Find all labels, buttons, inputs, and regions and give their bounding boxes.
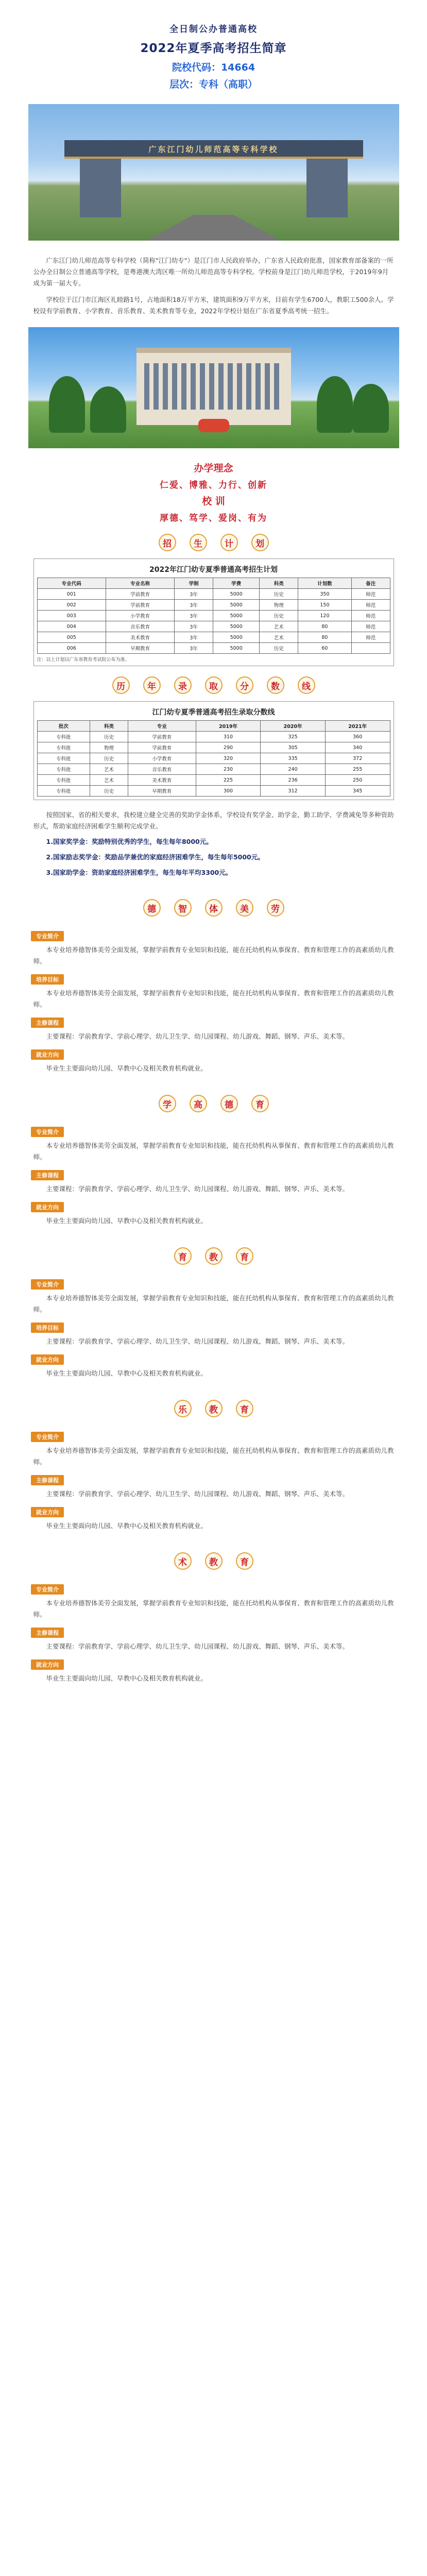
tag-career: 就业方向 (31, 1507, 64, 1517)
table-cell: 150 (298, 600, 351, 611)
section-char: 年 (143, 676, 161, 694)
table-cell: 335 (261, 753, 326, 764)
table-header-cell: 专业代码 (37, 578, 106, 589)
section-char: 分 (236, 676, 253, 694)
score-table (37, 720, 390, 796)
major-text: 毕业生主要面向幼儿园、早教中心及相关教育机构就业。 (46, 1674, 208, 1682)
section-char: 育 (174, 1247, 192, 1265)
table-cell: 早期教育 (128, 786, 196, 796)
table-cell: 历史 (90, 732, 128, 742)
table-header-cell: 专业 (128, 721, 196, 732)
section-char: 招 (159, 534, 176, 551)
motto-title: 办学理念 (194, 463, 233, 474)
score-table-caption: 江门幼专夏季普通高考招生录取分数线 (152, 708, 275, 717)
gate-pillar-right (306, 159, 348, 217)
header (0, 0, 427, 91)
table-cell: 专科批 (37, 753, 90, 764)
section-char: 美 (236, 899, 253, 917)
table-cell: 师范 (351, 600, 390, 611)
table-cell: 001 (37, 589, 106, 600)
section-title-plan (0, 534, 427, 551)
tag-intro: 专业简介 (31, 1432, 64, 1442)
major-text: 主要课程：学前教育学、学前心理学、幼儿卫生学、幼儿园课程、幼儿游戏、舞蹈、钢琴、声乐、美术等。 (46, 1032, 349, 1040)
table-cell: 3年 (175, 632, 213, 643)
tag-target: 培养目标 (31, 1323, 64, 1333)
table-cell: 美术教育 (128, 775, 196, 786)
aid-item: 2.国家励志奖学金：奖励品学兼优的家庭经济困难学生，每生每年5000元。 (46, 853, 264, 861)
score-row (37, 775, 390, 786)
table-cell: 372 (325, 753, 390, 764)
plan-table-box (33, 558, 394, 666)
motto (0, 461, 427, 523)
table-cell: 物理 (90, 742, 128, 753)
header-level: 层次：专科（高职） (169, 79, 258, 90)
section-char: 划 (251, 534, 269, 551)
table-cell: 师范 (351, 621, 390, 632)
tag-courses: 主修课程 (31, 1475, 64, 1485)
major-text: 本专业培养德智体美劳全面发展，掌握学前教育专业知识和技能，能在托幼机构从事保育、教育和管理工作的高素质幼儿教师。 (33, 1447, 394, 1466)
table-cell: 小学教育 (128, 753, 196, 764)
plan-note: 注：以上计划以广东省教育考试院公布为准。 (37, 657, 130, 663)
major-text: 主要课程：学前教育学、学前心理学、幼儿卫生学、幼儿园课程、幼儿游戏、舞蹈、钢琴、声乐、美术等。 (46, 1490, 349, 1498)
table-header-cell: 2019年 (196, 721, 261, 732)
major-block (0, 1272, 427, 1379)
major-text: 主要课程：学前教育学、学前心理学、幼儿卫生学、幼儿园课程、幼儿游戏、舞蹈、钢琴、声乐、美术等。 (46, 1185, 349, 1193)
tag-target: 培养目标 (31, 974, 64, 985)
table-cell: 5000 (213, 621, 260, 632)
major-text: 毕业生主要面向幼儿园、早教中心及相关教育机构就业。 (46, 1369, 208, 1377)
section-char: 育 (236, 1400, 253, 1417)
plan-row (37, 621, 390, 632)
major-block (0, 924, 427, 1074)
table-cell: 345 (325, 786, 390, 796)
major-text: 毕业生主要面向幼儿园、早教中心及相关教育机构就业。 (46, 1522, 208, 1530)
table-header-cell: 学制 (175, 578, 213, 589)
tag-career: 就业方向 (31, 1354, 64, 1365)
table-cell: 历史 (90, 786, 128, 796)
table-cell: 250 (325, 775, 390, 786)
tag-career: 就业方向 (31, 1659, 64, 1670)
section-char: 生 (190, 534, 207, 551)
major-block (0, 1120, 427, 1227)
table-cell: 艺术 (260, 632, 298, 643)
table-cell: 历史 (90, 753, 128, 764)
table-cell: 340 (325, 742, 390, 753)
table-cell: 专科批 (37, 775, 90, 786)
section-title-4 (0, 1095, 427, 1112)
section-title-majors (0, 899, 427, 917)
table-cell: 学前教育 (128, 742, 196, 753)
major-block (0, 1577, 427, 1684)
aid-item: 1.国家奖学金：奖励特别优秀的学生，每生每年8000元。 (46, 838, 213, 845)
plan-table-caption: 2022年江门幼专夏季普通高考招生计划 (149, 566, 278, 574)
section-char: 取 (205, 676, 223, 694)
table-cell: 艺术 (260, 621, 298, 632)
tree (317, 376, 353, 433)
intro-paragraph: 学校位于江门市江海区礼睦路1号，占地面积18万平方米，建筑面积9万平方米，目前有学生6700人，教职工500余人。学校设有学前教育、小学教育、音乐教育、美术教育等专业，2022年学校计划在广东省夏季高考统一招生。 (33, 296, 394, 315)
plan-row (37, 600, 390, 611)
section-title-6 (0, 1400, 427, 1417)
table-cell: 艺术 (90, 764, 128, 775)
building-windows (144, 363, 283, 410)
major-text: 本专业培养德智体美劳全面发展，掌握学前教育专业知识和技能，能在托幼机构从事保育、教育和管理工作的高素质幼儿教师。 (33, 1294, 394, 1313)
section-char: 术 (174, 1552, 192, 1570)
table-cell: 师范 (351, 589, 390, 600)
aid-paragraph: 按照国家、省的相关要求，我校建立健全完善的奖助学金体系，学校设有奖学金、助学金、勤工助学、学费减免等多种资助形式，帮助家庭经济困难学生顺利完成学业。 (33, 811, 394, 830)
header-code: 院校代码：14664 (172, 62, 255, 73)
table-cell: 艺术 (90, 775, 128, 786)
tag-courses: 主修课程 (31, 1170, 64, 1180)
section-char: 线 (298, 676, 315, 694)
table-cell: 80 (298, 621, 351, 632)
section-char: 学 (159, 1095, 176, 1112)
table-cell: 专科批 (37, 732, 90, 742)
table-cell: 005 (37, 632, 106, 643)
intro (33, 255, 394, 317)
section-char: 教 (205, 1400, 223, 1417)
tree (90, 386, 126, 433)
table-cell: 5000 (213, 589, 260, 600)
header-line-1: 全日制公办普通高校 (169, 24, 258, 35)
table-cell: 学前教育 (106, 589, 174, 600)
table-cell: 师范 (351, 632, 390, 643)
score-row (37, 732, 390, 742)
score-row (37, 764, 390, 775)
section-title-7 (0, 1552, 427, 1570)
table-cell: 240 (261, 764, 326, 775)
table-cell: 专科批 (37, 786, 90, 796)
campus-gate-photo (28, 104, 399, 241)
table-cell: 音乐教育 (106, 621, 174, 632)
table-cell: 3年 (175, 611, 213, 621)
plan-table (37, 578, 390, 654)
major-text: 主要课程：学前教育学、学前心理学、幼儿卫生学、幼儿园课程、幼儿游戏、舞蹈、钢琴、声乐、美术等。 (46, 1642, 349, 1650)
table-cell: 310 (196, 732, 261, 742)
table-header-cell: 科类 (260, 578, 298, 589)
table-cell: 5000 (213, 632, 260, 643)
aid-item: 3.国家助学金：资助家庭经济困难学生，每生每年平均3300元。 (46, 869, 232, 876)
table-cell: 美术教育 (106, 632, 174, 643)
major-block (0, 1425, 427, 1532)
major-text: 本专业培养德智体美劳全面发展，掌握学前教育专业知识和技能，能在托幼机构从事保育、教育和管理工作的高素质幼儿教师。 (33, 989, 394, 1008)
motto-subtitle: 校 训 (202, 496, 225, 507)
motto-line-2: 厚德、笃学、爱岗、有为 (160, 513, 267, 523)
table-cell: 120 (298, 611, 351, 621)
section-char: 德 (143, 899, 161, 917)
table-cell: 小学教育 (106, 611, 174, 621)
table-header-cell: 科类 (90, 721, 128, 732)
table-cell: 历史 (260, 589, 298, 600)
tag-intro: 专业简介 (31, 1279, 64, 1290)
table-cell: 004 (37, 621, 106, 632)
table-cell: 230 (196, 764, 261, 775)
gate-sign: 广东江门幼儿师范高等专科学校 (148, 145, 279, 154)
table-cell: 学前教育 (106, 600, 174, 611)
section-char: 乐 (174, 1400, 192, 1417)
major-text: 本专业培养德智体美劳全面发展，掌握学前教育专业知识和技能，能在托幼机构从事保育、教育和管理工作的高素质幼儿教师。 (33, 946, 394, 965)
table-cell: 300 (196, 786, 261, 796)
major-text: 本专业培养德智体美劳全面发展，掌握学前教育专业知识和技能，能在托幼机构从事保育、教育和管理工作的高素质幼儿教师。 (33, 1599, 394, 1618)
table-cell: 5000 (213, 611, 260, 621)
tree (353, 384, 389, 433)
campus-building-photo (28, 327, 399, 448)
intro-paragraph: 广东江门幼儿师范高等专科学校（简称"江门幼专"）是江门市人民政府举办，广东省人民政府批准，国家教育部备案的一所公办全日制公立普通高等学校，是粤港澳大湾区唯一所幼儿师范高等专科学校。学校前身是江门幼儿师范学校，于2019年9月成为第一届大专。 (33, 257, 394, 287)
section-char: 录 (174, 676, 192, 694)
header-title: 2022年夏季高考招生简章 (140, 42, 287, 55)
score-row (37, 753, 390, 764)
plan-row (37, 643, 390, 654)
table-header-cell: 批次 (37, 721, 90, 732)
table-cell: 音乐教育 (128, 764, 196, 775)
tag-intro: 专业简介 (31, 931, 64, 941)
table-cell: 006 (37, 643, 106, 654)
table-cell: 物理 (260, 600, 298, 611)
table-cell (351, 643, 390, 654)
table-cell: 320 (196, 753, 261, 764)
gate-pillar-left (80, 159, 121, 217)
table-cell: 专科批 (37, 764, 90, 775)
table-cell: 225 (196, 775, 261, 786)
table-cell: 236 (261, 775, 326, 786)
table-cell: 80 (298, 632, 351, 643)
red-stone (198, 419, 229, 432)
tree (49, 376, 85, 433)
score-row (37, 742, 390, 753)
section-char: 劳 (267, 899, 284, 917)
table-cell: 290 (196, 742, 261, 753)
section-char: 智 (174, 899, 192, 917)
plan-row (37, 632, 390, 643)
section-char: 育 (251, 1095, 269, 1112)
table-cell: 5000 (213, 600, 260, 611)
section-char: 数 (267, 676, 284, 694)
section-char: 教 (205, 1552, 223, 1570)
table-cell: 5000 (213, 643, 260, 654)
major-text: 主要课程：学前教育学、学前心理学、幼儿卫生学、幼儿园课程、幼儿游戏、舞蹈、钢琴、声乐、美术等。 (46, 1337, 349, 1345)
section-char: 德 (220, 1095, 238, 1112)
score-row (37, 786, 390, 796)
major-text: 毕业生主要面向幼儿园、早教中心及相关教育机构就业。 (46, 1217, 208, 1225)
table-header-cell: 学费 (213, 578, 260, 589)
table-cell: 305 (261, 742, 326, 753)
section-char: 高 (190, 1095, 207, 1112)
table-cell: 师范 (351, 611, 390, 621)
section-char: 育 (236, 1247, 253, 1265)
major-text: 毕业生主要面向幼儿园、早教中心及相关教育机构就业。 (46, 1064, 208, 1072)
tag-courses: 主修课程 (31, 1628, 64, 1638)
tag-courses: 主修课程 (31, 1018, 64, 1028)
table-cell: 255 (325, 764, 390, 775)
plan-row (37, 611, 390, 621)
table-cell: 002 (37, 600, 106, 611)
tag-career: 就业方向 (31, 1049, 64, 1060)
table-header-cell: 2020年 (261, 721, 326, 732)
tag-career: 就业方向 (31, 1202, 64, 1212)
table-cell: 003 (37, 611, 106, 621)
motto-line-1: 仁爱、博雅、力行、创新 (160, 480, 267, 490)
table-cell: 350 (298, 589, 351, 600)
table-cell: 历史 (260, 643, 298, 654)
section-char: 历 (112, 676, 130, 694)
table-cell: 3年 (175, 600, 213, 611)
table-header-cell: 备注 (351, 578, 390, 589)
table-cell: 312 (261, 786, 326, 796)
table-cell: 专科批 (37, 742, 90, 753)
table-cell: 3年 (175, 643, 213, 654)
tag-intro: 专业简介 (31, 1127, 64, 1137)
road (147, 215, 281, 241)
aid-text (33, 809, 394, 878)
table-cell: 历史 (260, 611, 298, 621)
plan-row (37, 589, 390, 600)
section-char: 育 (236, 1552, 253, 1570)
section-char: 体 (205, 899, 223, 917)
table-header-cell: 计划数 (298, 578, 351, 589)
table-header-cell: 2021年 (325, 721, 390, 732)
score-table-box (33, 701, 394, 800)
table-cell: 学前教育 (128, 732, 196, 742)
section-title-scores (0, 676, 427, 694)
section-char: 计 (220, 534, 238, 551)
section-char: 教 (205, 1247, 223, 1265)
table-header-cell: 专业名称 (106, 578, 174, 589)
section-title-5 (0, 1247, 427, 1265)
table-cell: 3年 (175, 621, 213, 632)
major-text: 本专业培养德智体美劳全面发展，掌握学前教育专业知识和技能，能在托幼机构从事保育、教育和管理工作的高素质幼儿教师。 (33, 1142, 394, 1161)
table-cell: 360 (325, 732, 390, 742)
gate-arch (64, 140, 363, 217)
tag-intro: 专业简介 (31, 1584, 64, 1595)
table-cell: 3年 (175, 589, 213, 600)
table-cell: 早期教育 (106, 643, 174, 654)
table-cell: 60 (298, 643, 351, 654)
table-cell: 325 (261, 732, 326, 742)
